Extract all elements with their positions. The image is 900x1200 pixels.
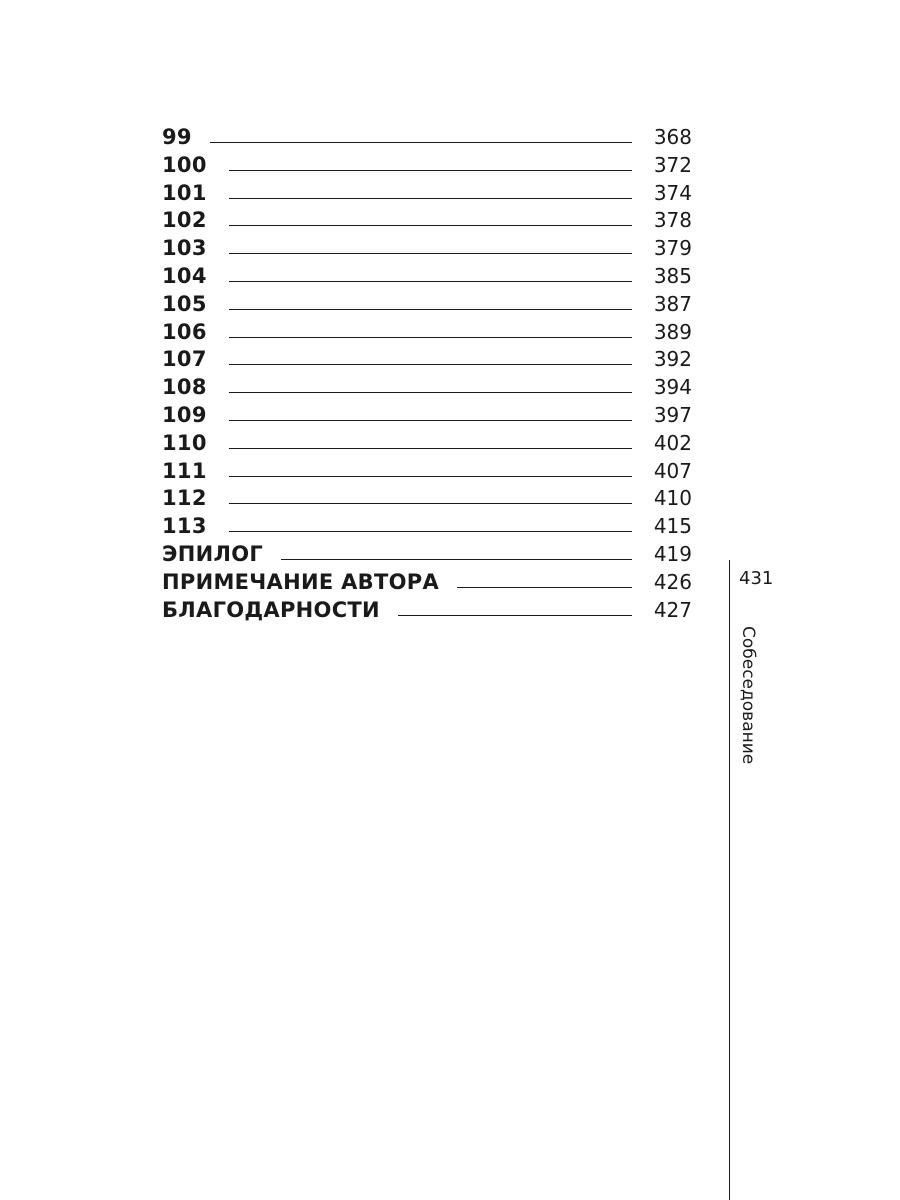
toc-entry-page: 407 [653,458,692,483]
toc-leader-line [229,198,632,199]
toc-entry-title: 102 [162,208,207,233]
toc-entry-page: 426 [653,569,692,594]
toc-entry-page: 397 [653,402,692,427]
toc-leader-line [229,503,632,504]
toc-entry-title: 108 [162,375,207,400]
toc-entry-page: 410 [653,486,692,511]
toc-leader-line [229,448,632,449]
toc-leader-line [229,476,632,477]
toc-entry-page: 394 [653,375,692,400]
toc-entry-title: ЭПИЛОГ [162,541,264,566]
toc-entry-99 [162,124,692,152]
toc-entry-page: 374 [653,180,692,205]
toc-entry-title: 110 [162,430,207,455]
toc-leader-line [229,281,632,282]
toc-leader-line [210,142,632,143]
margin-divider-line [729,560,730,1200]
toc-leader-line [229,253,632,254]
toc-entry-page: 385 [653,263,692,288]
toc-leader-line [229,392,632,393]
toc-entry-title: 101 [162,180,207,205]
toc-leader-line [229,309,632,310]
toc-entry-author-note [162,569,692,597]
toc-entry-acknowledgements [162,597,692,625]
toc-entry-page: 368 [653,125,692,149]
toc-entry-page: 392 [653,347,692,372]
toc-entry-title: 106 [162,319,207,344]
running-book-title: Собеседование [738,626,758,765]
toc-entry-107 [162,346,692,374]
toc-entry-page: 419 [653,541,692,566]
toc-leader-line [229,420,632,421]
toc-leader-line [229,170,632,171]
toc-entry-105 [162,291,692,319]
toc-entry-title: 112 [162,486,207,511]
toc-entry-page: 387 [653,291,692,316]
toc-entry-epilogue [162,541,692,569]
toc-entry-106 [162,319,692,347]
toc-entry-title: 104 [162,263,207,288]
toc-entry-113 [162,513,692,541]
page-number: 431 [739,568,774,589]
toc-leader-line [229,531,632,532]
toc-leader-line [229,364,632,365]
toc-leader-line [398,615,632,616]
toc-entry-110 [162,430,692,458]
toc-entry-page: 372 [653,152,692,177]
toc-entry-103 [162,235,692,263]
toc-leader-line [229,225,632,226]
toc-entry-title: 111 [162,458,207,483]
toc-entry-title: 113 [162,514,207,539]
toc-entry-page: 402 [653,430,692,455]
toc-entry-title: 99 [162,125,192,149]
toc-entry-108 [162,374,692,402]
toc-entry-101 [162,180,692,208]
table-of-contents [162,124,692,624]
toc-entry-page: 379 [653,236,692,261]
toc-entry-title: 103 [162,236,207,261]
toc-leader-line [229,337,632,338]
toc-entry-102 [162,207,692,235]
toc-entry-111 [162,458,692,486]
toc-entry-title: ПРИМЕЧАНИЕ АВТОРА [162,569,439,594]
toc-entry-title: 109 [162,402,207,427]
toc-entry-title: 100 [162,152,207,177]
toc-leader-line [457,587,632,588]
toc-entry-104 [162,263,692,291]
toc-entry-title: БЛАГОДАРНОСТИ [162,597,380,622]
toc-entry-109 [162,402,692,430]
toc-entry-page: 415 [653,514,692,539]
toc-entry-page: 427 [653,597,692,622]
toc-entry-100 [162,152,692,180]
toc-entry-title: 105 [162,291,207,316]
toc-entry-page: 378 [653,208,692,233]
toc-entry-112 [162,485,692,513]
toc-entry-page: 389 [653,319,692,344]
toc-leader-line [281,559,632,560]
toc-entry-title: 107 [162,347,207,372]
